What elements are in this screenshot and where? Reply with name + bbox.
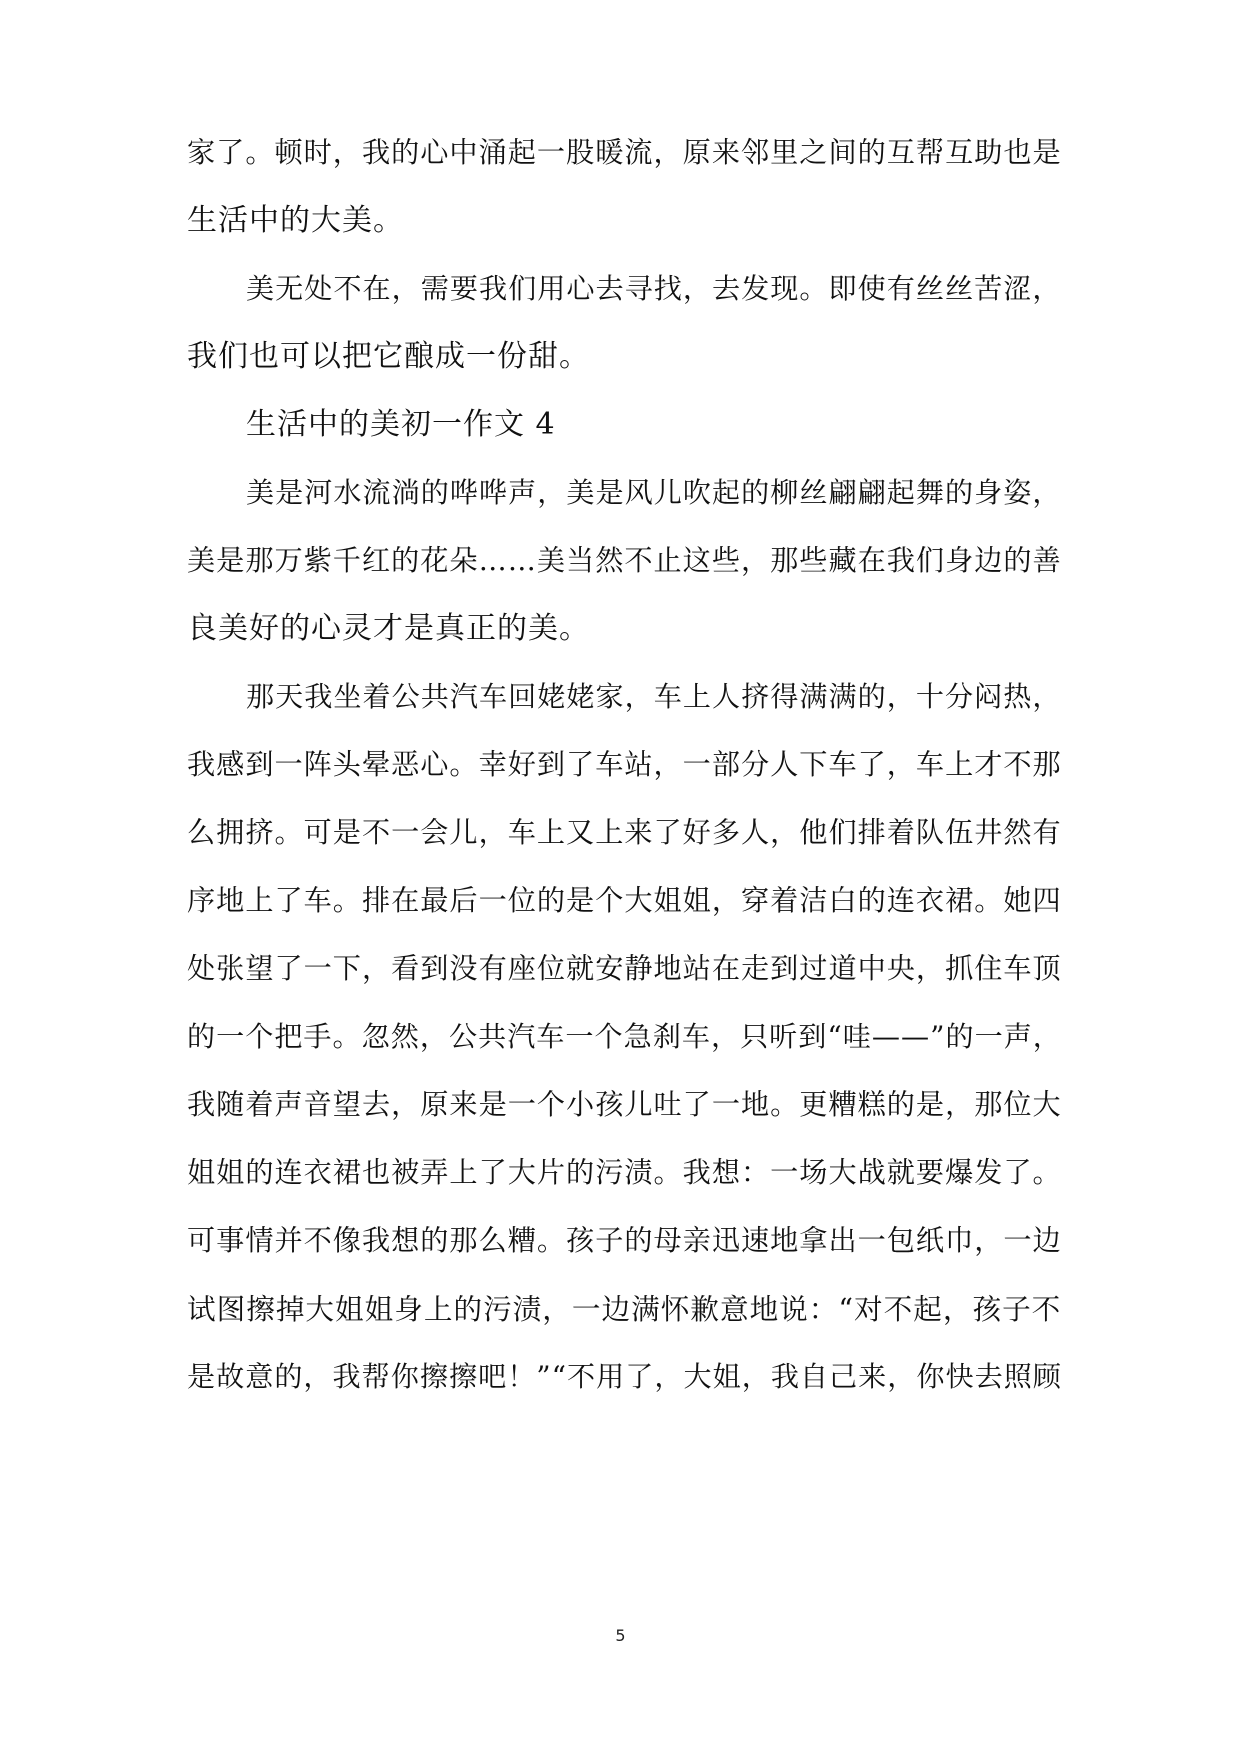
text-line: 美无处不在，需要我们用心去寻找，去发现。即使有丝丝苦涩， (246, 272, 1062, 305)
text-line: 生活中的大美。 (187, 203, 404, 238)
text-line: 的一个把手。忽然，公共汽车一个急刹车，只听到“哇——”的一声， (187, 1020, 1062, 1053)
text-line: 我感到一阵头晕恶心。幸好到了车站，一部分人下车了，车上才不那 (187, 748, 1062, 781)
text-line: 是故意的，我帮你擦擦吧！”“不用了，大姐，我自己来，你快去照顾 (187, 1360, 1062, 1393)
text-line: 处张望了一下，看到没有座位就安静地站在走到过道中央，抓住车顶 (187, 952, 1062, 985)
text-line: 我随着声音望去，原来是一个小孩儿吐了一地。更糟糕的是，那位大 (187, 1088, 1062, 1121)
page-number: 5 (615, 1626, 626, 1645)
text-line: 家了。顿时，我的心中涌起一股暖流，原来邻里之间的互帮互助也是 (187, 136, 1062, 169)
text-line: 我们也可以把它酿成一份甜。 (187, 339, 590, 374)
section-heading: 生活中的美初一作文 4 (246, 407, 556, 442)
text-line: 美是那万紫千红的花朵……美当然不止这些，那些藏在我们身边的善 (187, 544, 1062, 577)
text-line: 那天我坐着公共汽车回姥姥家，车上人挤得满满的，十分闷热， (246, 680, 1062, 713)
text-line: 可事情并不像我想的那么糟。孩子的母亲迅速地拿出一包纸巾，一边 (187, 1224, 1062, 1257)
text-line: 序地上了车。排在最后一位的是个大姐姐，穿着洁白的连衣裙。她四 (187, 884, 1062, 917)
text-line: 试图擦掉大姐姐身上的污渍，一边满怀歉意地说：“对不起，孩子不 (187, 1292, 1062, 1326)
text-line: 么拥挤。可是不一会儿，车上又上来了好多人，他们排着队伍井然有 (187, 816, 1062, 849)
text-line: 良美好的心灵才是真正的美。 (187, 611, 590, 646)
text-line: 美是河水流淌的哗哗声，美是风儿吹起的柳丝翩翩起舞的身姿， (246, 476, 1062, 509)
text-line: 姐姐的连衣裙也被弄上了大片的污渍。我想：一场大战就要爆发了。 (187, 1156, 1062, 1189)
